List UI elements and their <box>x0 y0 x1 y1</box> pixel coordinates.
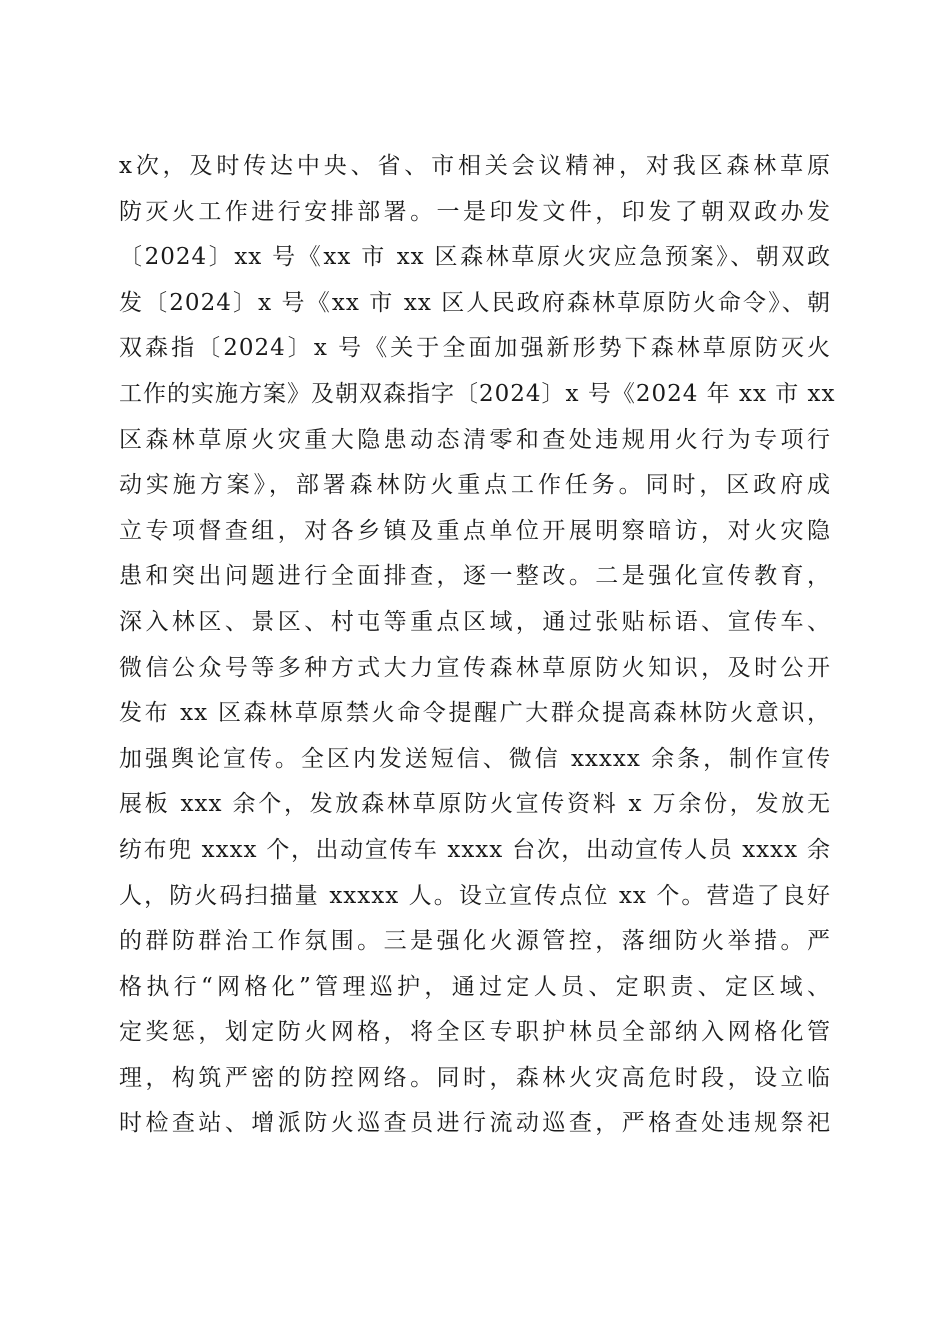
text-line: 微信公众号等多种方式大力宣传森林草原防火知识，及时公开 <box>119 654 831 681</box>
text-line: 加强舆论宣传。全区内发送短信、微信 xxxxx 余条，制作宣传 <box>119 745 831 772</box>
text-line: 发布 xx 区森林草原禁火命令提醒广大群众提高森林防火意识， <box>119 700 831 727</box>
text-line: 纺布兜 xxxx 个，出动宣传车 xxxx 台次，出动宣传人员 xxxx 余 <box>119 836 831 863</box>
text-line: 人，防火码扫描量 xxxxx 人。设立宣传点位 xx 个。营造了良好 <box>119 882 831 909</box>
text-line: 工作的实施方案》及朝双森指字〔2024〕x 号《2024 年 xx 市 xx <box>119 380 836 407</box>
text-line: 立专项督查组，对各乡镇及重点单位开展明察暗访，对火灾隐 <box>119 517 831 544</box>
text-line: 展板 xxx 余个，发放森林草原防火宣传资料 x 万余份，发放无 <box>119 791 831 818</box>
text-line: 理，构筑严密的防控网络。同时，森林火灾高危时段，设立临 <box>119 1064 831 1091</box>
text-line: 双森指〔2024〕x 号《关于全面加强新形势下森林草原防灭火 <box>119 335 831 362</box>
text-line: 〔2024〕xx 号《xx 市 xx 区森林草原火灾应急预案》、朝双政 <box>119 244 831 271</box>
body-paragraph <box>119 144 836 1147</box>
text-line: 防灭火工作进行安排部署。一是印发文件，印发了朝双政办发 <box>119 198 831 225</box>
text-line: 的群防群治工作氛围。三是强化火源管控，落细防火举措。严 <box>119 928 831 955</box>
text-line: 定奖惩，划定防火网格，将全区专职护林员全部纳入网格化管 <box>119 1019 831 1046</box>
text-line: 时检查站、增派防火巡查员进行流动巡查，严格查处违规祭祀 <box>119 1110 831 1137</box>
text-line: 格执行“网格化”管理巡护，通过定人员、定职责、定区域、 <box>119 973 831 1000</box>
text-line: x次，及时传达中央、省、市相关会议精神，对我区森林草原 <box>119 153 831 179</box>
text-line: 区森林草原火灾重大隐患动态清零和查处违规用火行为专项行 <box>119 426 831 453</box>
text-line: 发〔2024〕x 号《xx 市 xx 区人民政府森林草原防火命令》、朝 <box>119 289 831 316</box>
text-line: 动实施方案》，部署森林防火重点工作任务。同时，区政府成 <box>119 472 831 499</box>
text-line: 深入林区、景区、村屯等重点区域，通过张贴标语、宣传车、 <box>119 608 831 635</box>
text-line: 患和突出问题进行全面排查，逐一整改。二是强化宣传教育， <box>119 563 831 590</box>
